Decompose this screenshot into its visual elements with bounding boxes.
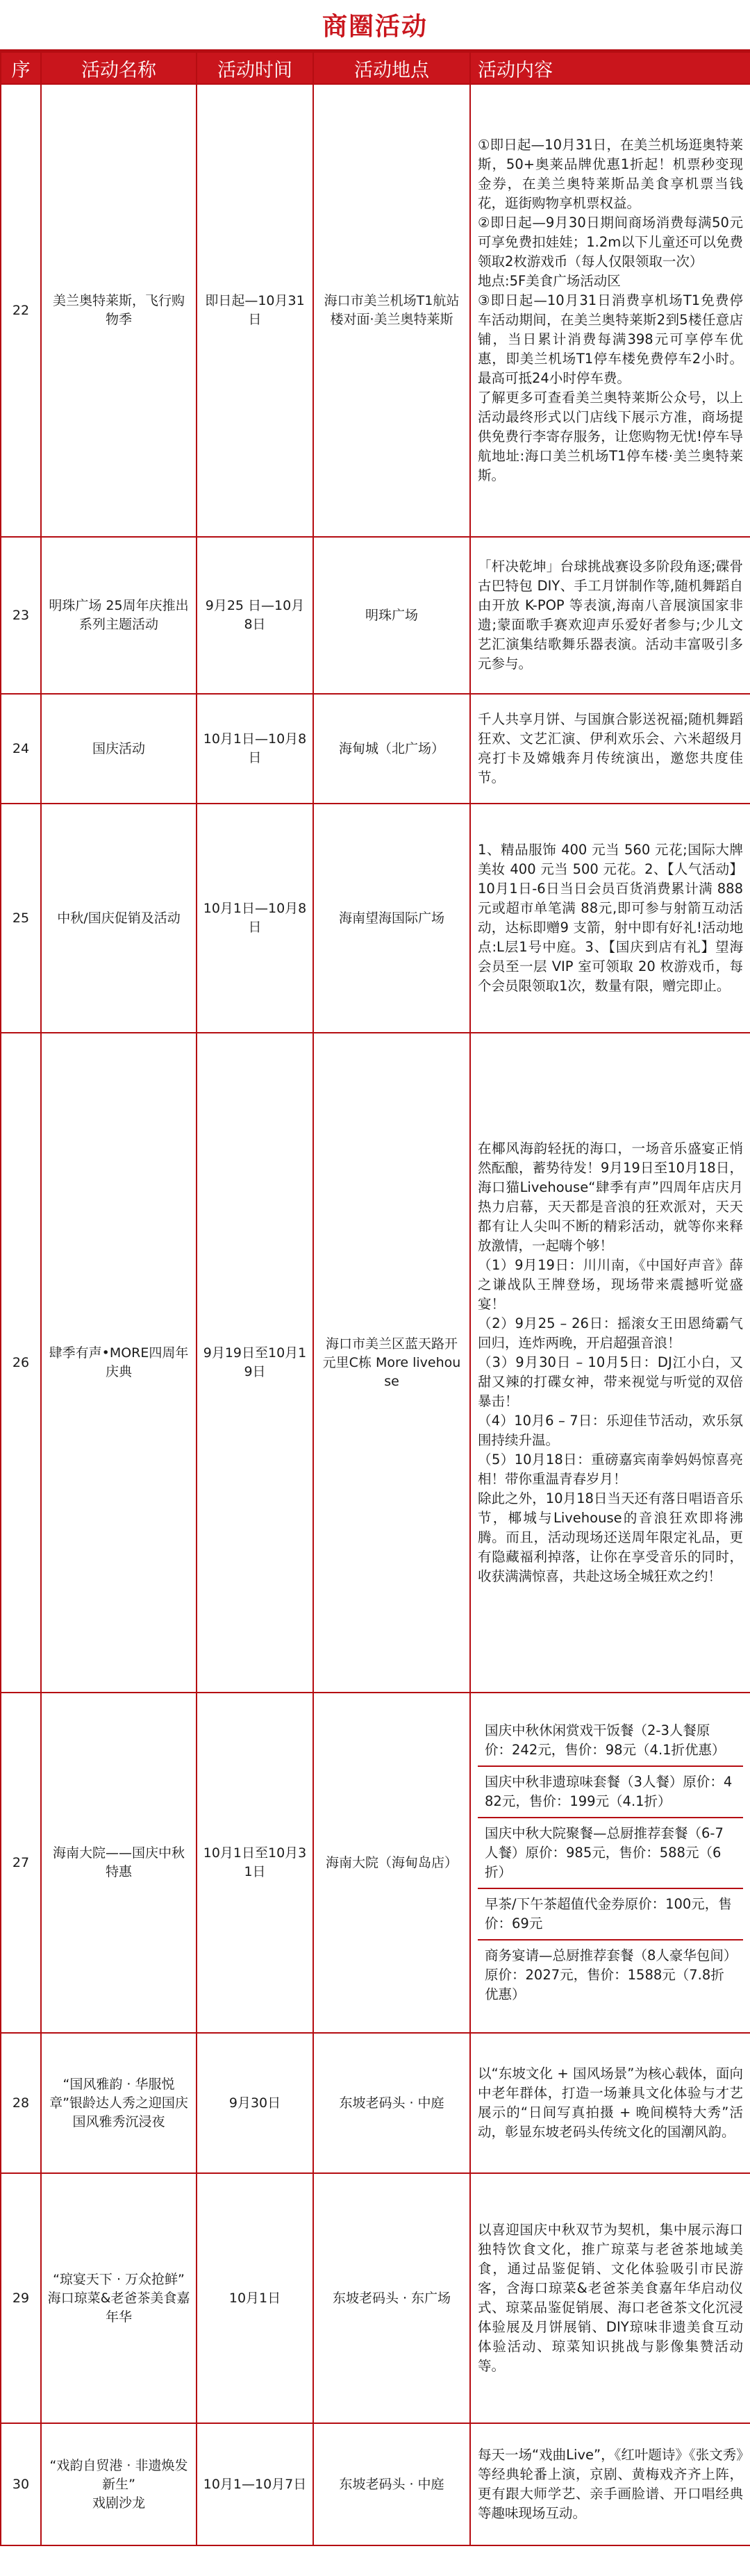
content-paragraph: （3）9月30日 – 10月5日：DJ江小白，又甜又辣的打碟女神，带来视觉与听觉的双倍暴击！ <box>478 1354 743 1409</box>
row-content <box>470 2173 750 2423</box>
row-seq: 23 <box>1 537 41 694</box>
content-paragraph: 「杆决乾坤」台球挑战赛设多阶段角逐;碟骨古巴特包 DIY、手工月饼制作等,随机舞蹈自由开放 K-POP 等表演,海南八音展演国家非遗;蒙面歌手赛欢迎声乐爱好者参与;少儿文艺汇演集结歌舞乐器表演。活动丰富吸引多元参与。 <box>478 558 743 672</box>
row-time: 9月25 日—10月8日 <box>197 537 313 694</box>
content-paragraph: 除此之外，10月18日当天还有落日唱语音乐节，椰城与Livehouse的音浪狂欢即将沸腾。而且，活动现场还送周年限定礼品，更有隐藏福利掉落，让你在享受音乐的同时，收获满满惊喜，共赴这场全城狂欢之约！ <box>478 1490 743 1584</box>
row-content <box>470 804 750 1033</box>
row-seq: 27 <box>1 1693 41 2033</box>
title-bar <box>0 0 750 51</box>
row-content <box>470 2033 750 2173</box>
table-row <box>1 84 750 537</box>
content-paragraph: （4）10月6 – 7日：乐迎佳节活动，欢乐氛围持续升温。 <box>478 1413 743 1448</box>
events-table <box>0 51 750 2546</box>
row-name: 海南大院——国庆中秋特惠 <box>41 1693 197 2033</box>
row-content <box>470 1033 750 1693</box>
row-name: “戏韵自贸港 · 非遗焕发新生” 戏剧沙龙 <box>41 2423 197 2545</box>
column-header-time: 活动时间 <box>197 52 313 84</box>
offer-list <box>478 1715 743 2010</box>
row-content <box>470 1693 750 2033</box>
column-header-content: 活动内容 <box>470 52 750 84</box>
table-row <box>1 2173 750 2423</box>
offer-item: 国庆中秋休闲赏戏干饭餐（2-3人餐原价：242元，售价：98元（4.1折优惠） <box>478 1715 743 1767</box>
table-row <box>1 537 750 694</box>
row-content <box>470 537 750 694</box>
row-time: 10月1日 <box>197 2173 313 2423</box>
table-row <box>1 694 750 804</box>
row-place: 海口市美兰区蓝天路开元里C栋 More livehouse <box>313 1033 470 1693</box>
row-time: 9月19日至10月19日 <box>197 1033 313 1693</box>
column-header-place: 活动地点 <box>313 52 470 84</box>
table-row <box>1 804 750 1033</box>
row-seq: 28 <box>1 2033 41 2173</box>
content-paragraph: （5）10月18日：重磅嘉宾南拳妈妈惊喜亮相！带你重温青春岁月！ <box>478 1452 743 1487</box>
table-header-row <box>1 52 750 84</box>
content-paragraph: ①即日起—10月31日，在美兰机场逛奥特莱斯，50+奥莱品牌优惠1折起！机票秒变现金券，在美兰奥特莱斯品美食享机票当钱花，逛街购物享机票权益。 <box>478 137 743 211</box>
offer-item: 国庆中秋非遗琼味套餐（3人餐）原价：482元，售价：199元（4.1折） <box>478 1767 743 1818</box>
column-header-seq: 序 <box>1 52 41 84</box>
row-time: 10月1日—10月8日 <box>197 694 313 804</box>
content-paragraph: ③即日起—10月31日消费享机场T1免费停车活动期间，在美兰奥特莱斯2到5楼任意店铺，当日累计消费每满398元可享停车优惠，即美兰机场T1停车楼免费停车2小时。最高可抵24小时停车费。 <box>478 292 743 386</box>
row-seq: 30 <box>1 2423 41 2545</box>
content-paragraph: （2）9月25 – 26日：摇滚女王田恩绮霸气回归，连炸两晚，开启超强音浪！ <box>478 1315 743 1351</box>
table-row <box>1 2423 750 2545</box>
row-place: 海南大院（海甸岛店） <box>313 1693 470 2033</box>
row-content <box>470 84 750 537</box>
row-name: “国风雅韵 · 华服悦章”银龄达人秀之迎国庆国风雅秀沉浸夜 <box>41 2033 197 2173</box>
row-place: 东坡老码头 · 中庭 <box>313 2423 470 2545</box>
content-paragraph: 在椰风海韵轻抚的海口，一场音乐盛宴正悄然酝酿，蓄势待发！9月19日至10月18日，海口猫Livehouse“肆季有声”四周年店庆月热力启幕，天天都是音浪的狂欢派对，天天都有让人尖叫不断的精彩活动，就等你来释放激情，一起嗨个够！ <box>478 1140 743 1254</box>
row-name: 肆季有声•MORE四周年庆典 <box>41 1033 197 1693</box>
row-seq: 22 <box>1 84 41 537</box>
table-row <box>1 1033 750 1693</box>
row-content <box>470 694 750 804</box>
content-paragraph: 千人共享月饼、与国旗合影送祝福;随机舞蹈狂欢、文艺汇演、伊利欢乐会、六米超级月亮打卡及嫦娥奔月传统演出，邀您共度佳节。 <box>478 711 743 786</box>
offer-item: 早茶/下午茶超值代金券原价：100元，售价：69元 <box>478 1889 743 1941</box>
row-time: 10月1日至10月31日 <box>197 1693 313 2033</box>
row-time: 10月1—10月7日 <box>197 2423 313 2545</box>
row-seq: 26 <box>1 1033 41 1693</box>
row-content <box>470 2423 750 2545</box>
row-name: 国庆活动 <box>41 694 197 804</box>
row-place: 海南望海国际广场 <box>313 804 470 1033</box>
row-seq: 29 <box>1 2173 41 2423</box>
row-name: 中秋/国庆促销及活动 <box>41 804 197 1033</box>
row-place: 海甸城（北广场） <box>313 694 470 804</box>
row-name: 美兰奥特莱斯，飞行购物季 <box>41 84 197 537</box>
row-place: 东坡老码头 · 中庭 <box>313 2033 470 2173</box>
content-paragraph: （1）9月19日：川川南，《中国好声音》薛之谦战队王牌登场，现场带来震撼听觉盛宴！ <box>478 1257 743 1312</box>
table-row <box>1 1693 750 2033</box>
content-paragraph: 1、精品服饰 400 元当 560 元花;国际大牌美妆 400 元当 500 元花。2、【人气活动】10月1日-6日当日会员百货消费累计满 888 元或超市单笔满 88元,即可参与射箭互动活动，达标即赠9 支箭，射中即有好礼!活动地点:L层1号中庭。3、【国庆到店有礼】望海会员至一层 VIP 室可领取 20 枚游戏币，每个会员限领取1次，数量有限，赠完即止。 <box>478 842 748 994</box>
row-name: 明珠广场 25周年庆推出系列主题活动 <box>41 537 197 694</box>
offer-item: 商务宴请—总厨推荐套餐（8人豪华包间）原价：2027元，售价：1588元（7.8折优惠） <box>485 1947 731 2002</box>
column-header-name: 活动名称 <box>41 52 197 84</box>
row-seq: 24 <box>1 694 41 804</box>
row-place: 明珠广场 <box>313 537 470 694</box>
row-time: 即日起—10月31日 <box>197 84 313 537</box>
table-row <box>1 2033 750 2173</box>
row-place: 东坡老码头 · 东广场 <box>313 2173 470 2423</box>
content-paragraph: 以“东坡文化 + 国风场景”为核心载体，面向中老年群体，打造一场兼具文化体验与才艺展示的“日间写真拍摄 + 晚间模特大秀”活动，彰显东坡老码头传统文化的国潮风韵。 <box>478 2066 743 2140</box>
row-time: 10月1日—10月8日 <box>197 804 313 1033</box>
content-paragraph: 地点:5F美食广场活动区 <box>478 273 621 289</box>
content-paragraph: ②即日起—9月30日期间商场消费每满50元可享免费扣娃娃；1.2m以下儿童还可以免费领取2枚游戏币（每人仅限领取一次） <box>478 215 743 269</box>
content-paragraph: 以喜迎国庆中秋双节为契机，集中展示海口独特饮食文化，推广琼菜与老爸茶地域美食，通过品鉴促销、文化体验吸引市民游客，含海口琼菜&老爸茶美食嘉年华启动仪式、琼菜品鉴促销展、海口老爸茶文化沉浸体验展及月饼展销、DIY琼味非遗美食互动体验活动、琼菜知识挑战与影像集赞活动等。 <box>478 2222 743 2374</box>
row-place: 海口市美兰机场T1航站楼对面·美兰奥特莱斯 <box>313 84 470 537</box>
row-seq: 25 <box>1 804 41 1033</box>
page-title: 商圈活动 <box>322 13 428 41</box>
offer-item: 国庆中秋大院聚餐—总厨推荐套餐（6-7人餐）原价：985元，售价：588元（6折） <box>478 1818 743 1889</box>
content-paragraph: 了解更多可查看美兰奥特莱斯公众号，以上活动最终形式以门店线下展示方准，商场提供免费行李寄存服务，让您购物无忧!停车导航地址:海口美兰机场T1停车楼·美兰奥特莱斯。 <box>478 390 743 483</box>
row-name: “琼宴天下 · 万众抢鲜” 海口琼菜&老爸茶美食嘉年华 <box>41 2173 197 2423</box>
row-time: 9月30日 <box>197 2033 313 2173</box>
content-paragraph: 每天一场“戏曲Live”，《红叶题诗》《张文秀》等经典轮番上演，京剧、黄梅戏齐齐上阵，更有跟大师学艺、亲手画脸谱、开口唱经典等趣味现场互动。 <box>478 2447 743 2521</box>
